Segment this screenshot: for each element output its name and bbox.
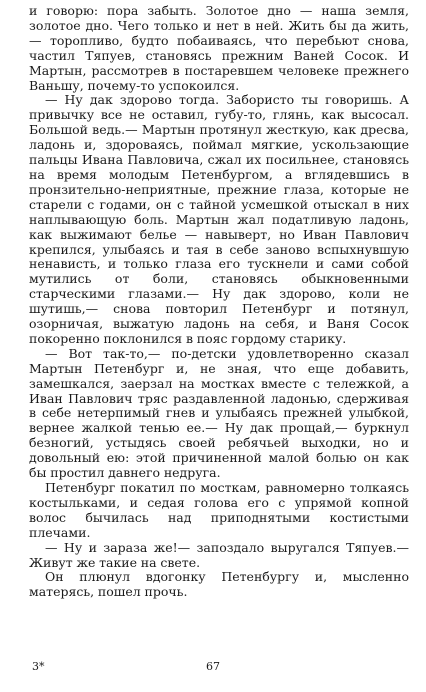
printer-signature-mark: 3* [32,660,45,673]
page-number: 67 [206,660,220,673]
paragraph-dialogue-farewell: — Вот так-то,— по-детски удовлетворенно сказал Мартын Петенбург и, не зная, что еще добавить, замешкался, заерзал на мостках вместе с тележкой, а Иван Павлович тряс раздавленной ладонью, сдерживая в себе нетерпимый гнев и улыбаясь прежней улыбкой, вернее жалкой тенью ее.— Ну дак прощай,— буркнул безногий, устыдясь своей ребячьей выходки, но и довольный ею: этой причиненной малой болью он как бы простил давнего недруга. [29,345,409,481]
paragraph-continued: и говорю: пора забыть. Золотое дно — наша земля, золотое дно. Чего только и нет в ней. Жить бы да жить,— торопливо, будто побаиваясь, что перебьют снова, частил Тяпуев, становясь прежним Ваней Сосок. И Мартын, рассмотрев в постаревшем человеке прежнего Ваньшу, почему-то успокоился. [29,3,409,93]
paragraph-dialogue-greeting: — Ну дак здорово тогда. Забористо ты говоришь. А привычку все не оставил, губу-то, глянь, как высосал. Большой ведь.— Мартын протянул жесткую, как дресва, ладонь и, здороваясь, поймал мягкие, ускользающие пальцы Ивана Павловича, сжал их посильнее, становясь на время молодым Петенбургом, а вглядевшись в пронзительно-неприятные, прежние глаза, которые не старели с годами, он с тайной усмешкой отыскал в них наплывающую боль. Мартын жал податливую ладонь, как выжимают белье — навыверт, но Иван Павлович крепился, улыбаясь и тая в себе заново вспыхнувшую ненависть, и только глаза его тускнели и сами собой мутились от боли, становясь обыкновенными старческими глазами.— Ну дак здорово, коли не шутишь,— снова повторил Петенбург и потянул, озорничая, выжатую ладонь на себя, и Ваня Сосок покоренно поклонился в пояс гордому старику. [29,92,409,346]
paragraph-ending: Он плюнул вдогонку Петенбургу и, мысленно матерясь, пошел прочь. [29,569,409,600]
body-text [29,4,409,600]
paragraph-curse: — Ну и зараза же!— запоздало выругался Тяпуев.— Живут же такие на свете. [29,539,409,570]
paragraph-narration: Петенбург покатил по мосткам, равномерно толкаясь костыльками, и седая голова его с упрямой копной волос бычилась над приподнятыми костистыми плечами. [29,480,409,540]
